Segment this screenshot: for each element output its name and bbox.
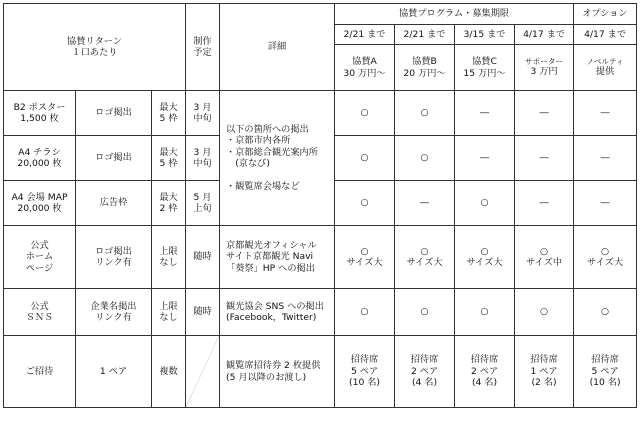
- mark-cell: 招待席 5 ペア (10 名): [574, 336, 637, 408]
- novelty-price: 提供: [595, 66, 615, 78]
- mark-cell: ―: [574, 91, 637, 136]
- row-item: A4 チラシ 20,000 枚: [4, 136, 76, 181]
- row-item: 公式 ＳＮＳ: [4, 289, 76, 336]
- mark-cell: ―: [455, 91, 515, 136]
- production-header: 制作 予定: [186, 4, 220, 91]
- mark-cell: ○: [395, 289, 455, 336]
- mark-cell: ―: [515, 136, 574, 181]
- row-schedule: 5 月 上旬: [186, 181, 220, 226]
- option-header: オプション: [574, 4, 637, 25]
- mark-cell: 招待席 2 ペア (4 名): [395, 336, 455, 408]
- row-content: 広告枠: [76, 181, 152, 226]
- plan-c-header: [455, 45, 515, 91]
- row-item: 公式 ホーム ページ: [4, 226, 76, 289]
- return-header: 協賛リターン １口あたり: [4, 4, 186, 91]
- row-content: ロゴ掲出 リンク有: [76, 226, 152, 289]
- detail-header: 詳細: [220, 4, 335, 91]
- mark-cell: 招待席 1 ペア (2 名): [515, 336, 574, 408]
- mark-cell: ―: [395, 181, 455, 226]
- mark-cell: 招待席 2 ペア (4 名): [455, 336, 515, 408]
- supporter-name: サポーター: [525, 57, 564, 66]
- table-row: [4, 226, 637, 289]
- mark-cell: ○: [455, 181, 515, 226]
- plan-b-price: 20 万円～: [403, 67, 446, 79]
- mark-cell: ―: [515, 181, 574, 226]
- mark-cell: ○: [515, 289, 574, 336]
- row-schedule: 随時: [186, 289, 220, 336]
- mark-cell: ―: [515, 91, 574, 136]
- row-limit: 上限 なし: [152, 289, 186, 336]
- plan-c-deadline: 3/15 まで: [455, 25, 515, 45]
- row-content: ロゴ掲出: [76, 136, 152, 181]
- plan-b-header: [395, 45, 455, 91]
- row-detail-cell: [220, 226, 335, 289]
- row-detail: 観覧席招待券 2 枚提供 (5 月以降のお渡し): [226, 360, 321, 383]
- mark-cell: ○ サイズ大: [574, 226, 637, 289]
- plan-a-price: 30 万円～: [343, 67, 386, 79]
- diagonal-slash-icon: [186, 336, 219, 407]
- novelty-deadline: 4/17 まで: [574, 25, 637, 45]
- novelty-name: ノベルティ: [586, 57, 624, 66]
- table-row: [4, 336, 637, 408]
- supporter-price: 3 万円: [530, 66, 558, 78]
- plan-b-name: 協賛B: [412, 56, 437, 67]
- row-schedule: 3 月 中旬: [186, 136, 220, 181]
- row-limit: 複数: [152, 336, 186, 408]
- row-detail-cell: [220, 336, 335, 408]
- mark-cell: ○: [335, 91, 395, 136]
- print-detail-cell: [220, 91, 335, 226]
- supporter-deadline: 4/17 まで: [515, 25, 574, 45]
- mark-cell: ○ サイズ中: [515, 226, 574, 289]
- row-content: 1 ペア: [76, 336, 152, 408]
- mark-cell: ―: [574, 181, 637, 226]
- novelty-header: [574, 45, 637, 91]
- mark-cell: ○ サイズ大: [455, 226, 515, 289]
- plan-a-deadline: 2/21 まで: [335, 25, 395, 45]
- mark-cell: ○: [395, 136, 455, 181]
- table-row: [4, 91, 637, 136]
- mark-cell: ―: [574, 136, 637, 181]
- plan-c-price: 15 万円～: [463, 67, 506, 79]
- plan-b-deadline: 2/21 まで: [395, 25, 455, 45]
- mark-cell: ○: [335, 181, 395, 226]
- mark-cell: ○: [574, 289, 637, 336]
- sponsor-table: [3, 3, 637, 408]
- print-detail: 以下の箇所への掲出 ・京都市内各所 ・京都総合観光案内所 (京なび) ・観覧席会場など: [226, 123, 318, 192]
- row-schedule: 3 月 中旬: [186, 91, 220, 136]
- mark-cell: ○: [395, 91, 455, 136]
- plan-a-header: [335, 45, 395, 91]
- row-content: ロゴ掲出: [76, 91, 152, 136]
- schedule-na-cell: [186, 336, 220, 408]
- table-row: [4, 289, 637, 336]
- mark-cell: ―: [455, 136, 515, 181]
- plan-a-name: 協賛A: [352, 56, 377, 67]
- row-item: B2 ポスター 1,500 枚: [4, 91, 76, 136]
- row-schedule: 随時: [186, 226, 220, 289]
- row-detail-cell: [220, 289, 335, 336]
- row-limit: 最大 5 枠: [152, 136, 186, 181]
- row-limit: 最大 5 枠: [152, 91, 186, 136]
- mark-cell: ○ サイズ大: [335, 226, 395, 289]
- mark-cell: ○ サイズ大: [395, 226, 455, 289]
- row-item: ご招待: [4, 336, 76, 408]
- row-detail: 京都観光オフィシャル サイト京都観光 Navi 「葵祭」HP への掲出: [226, 239, 317, 274]
- program-header: 協賛プログラム・募集期限: [335, 4, 574, 25]
- row-limit: 最大 2 枠: [152, 181, 186, 226]
- row-detail: 観光協会 SNS への掲出 (Facebook，Twitter): [226, 300, 324, 323]
- plan-c-name: 協賛C: [472, 56, 497, 67]
- supporter-header: [515, 45, 574, 91]
- row-item: A4 会場 MAP 20,000 枚: [4, 181, 76, 226]
- mark-cell: ○: [335, 289, 395, 336]
- mark-cell: 招待席 5 ペア (10 名): [335, 336, 395, 408]
- mark-cell: ○: [335, 136, 395, 181]
- mark-cell: ○: [455, 289, 515, 336]
- row-content: 企業名掲出 リンク有: [76, 289, 152, 336]
- row-limit: 上限 なし: [152, 226, 186, 289]
